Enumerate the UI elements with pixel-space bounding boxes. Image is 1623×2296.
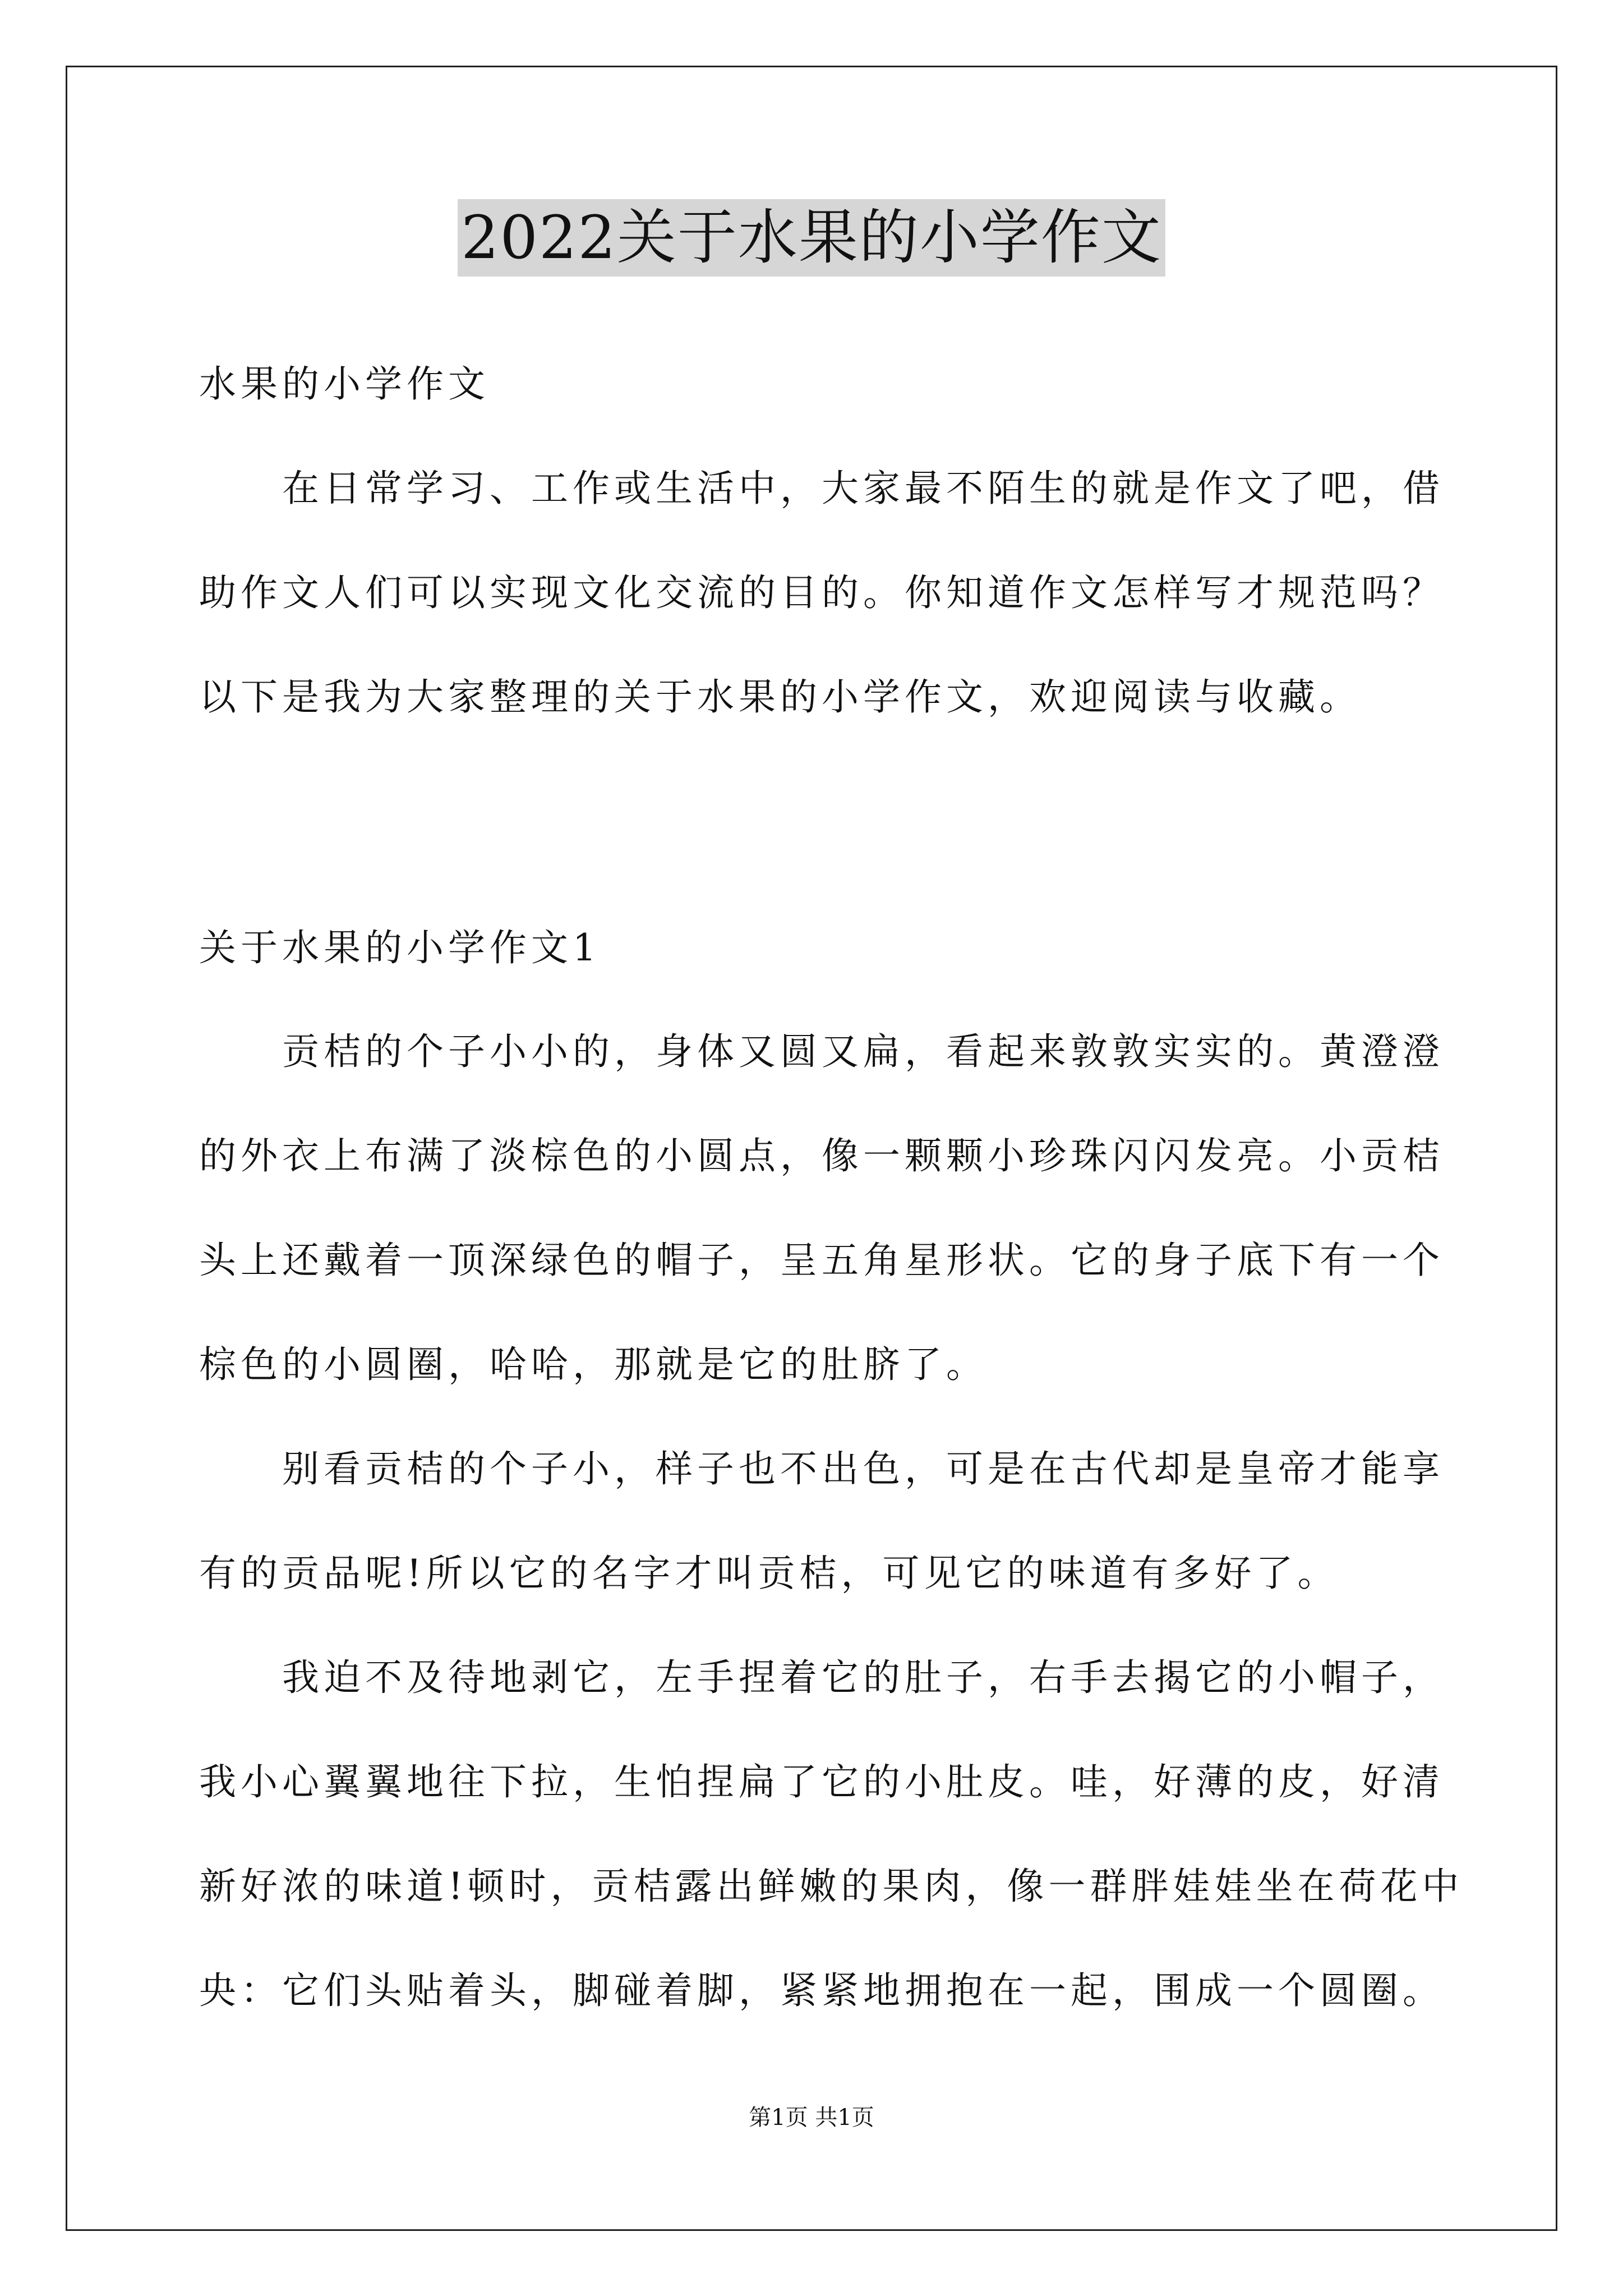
intro-heading: 水果的小学作文 (199, 362, 490, 406)
paragraph-line: 贡桔的个子小小的，身体又圆又扁，看起来敦敦实实的。黄澄澄 (282, 1030, 1444, 1073)
paragraph-line: 棕色的小圆圈，哈哈，那就是它的肚脐了。 (199, 1343, 988, 1386)
paragraph-line: 头上还戴着一顶深绿色的帽子，呈五角星形状。它的身子底下有一个 (199, 1239, 1444, 1282)
paragraph-line: 我小心翼翼地往下拉，生怕捏扁了它的小肚皮。哇，好薄的皮，好清 (199, 1760, 1444, 1803)
section-heading: 关于水果的小学作文1 (199, 926, 601, 969)
title-container (0, 199, 1623, 277)
paragraph-line: 我迫不及待地剥它，左手捏着它的肚子，右手去揭它的小帽子， (282, 1656, 1444, 1699)
paragraph-line: 有的贡品呢!所以它的名字才叫贡桔，可见它的味道有多好了。 (199, 1552, 1339, 1595)
page-footer: 第1页 共1页 (749, 2105, 874, 2131)
intro-line: 助作文人们可以实现文化交流的目的。你知道作文怎样写才规范吗？ (199, 571, 1444, 614)
document-title: 2022关于水果的小学作文 (458, 199, 1165, 277)
paragraph-line: 央：它们头贴着头，脚碰着脚，紧紧地拥抱在一起，围成一个圆圈。 (199, 1969, 1444, 2012)
intro-line: 以下是我为大家整理的关于水果的小学作文，欢迎阅读与收藏。 (199, 675, 1361, 719)
paragraph-line: 的外衣上布满了淡棕色的小圆点，像一颗颗小珍珠闪闪发亮。小贡桔 (199, 1134, 1444, 1177)
intro-line: 在日常学习、工作或生活中，大家最不陌生的就是作文了吧，借 (282, 467, 1444, 510)
paragraph-line: 别看贡桔的个子小，样子也不出色，可是在古代却是皇帝才能享 (282, 1447, 1444, 1490)
paragraph-line: 新好浓的味道!顿时，贡桔露出鲜嫩的果肉，像一群胖娃娃坐在荷花中 (199, 1865, 1464, 1908)
